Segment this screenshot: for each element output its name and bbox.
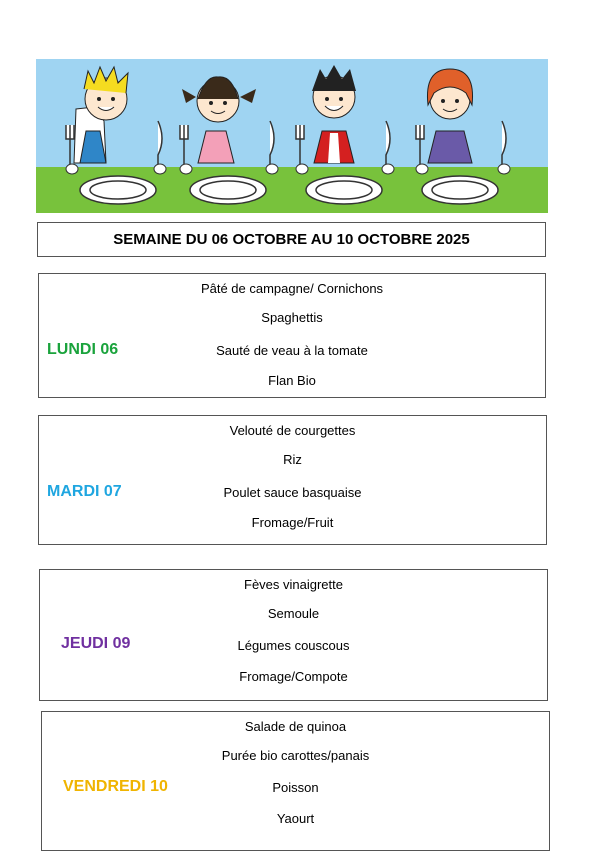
day-box-thursday	[39, 569, 548, 701]
day-label: JEUDI 09	[61, 635, 131, 652]
dish-starter: Pâté de campagne/ Cornichons	[200, 281, 384, 296]
day-label: LUNDI 06	[47, 341, 119, 358]
dish-dessert: Fromage/Compote	[239, 669, 348, 684]
dish-main: Poulet sauce basquaise	[223, 485, 362, 500]
day-label: VENDREDI 10	[63, 778, 168, 795]
dish-starter: Velouté de courgettes	[229, 423, 356, 438]
day-label: MARDI 07	[47, 483, 122, 500]
dish-starter: Fèves vinaigrette	[244, 577, 343, 592]
dish-dessert: Fromage/Fruit	[251, 515, 334, 530]
dish-main: Sauté de veau à la tomate	[216, 343, 368, 358]
kids-at-table-banner	[36, 59, 548, 213]
dish-main: Poisson	[272, 780, 319, 795]
dish-side: Purée bio carottes/panais	[221, 748, 370, 763]
day-box-monday	[38, 273, 546, 398]
dish-main: Légumes couscous	[237, 638, 350, 653]
day-box-friday	[41, 711, 550, 851]
dish-side: Riz	[283, 452, 302, 467]
dish-side: Semoule	[267, 606, 320, 621]
dish-side: Spaghettis	[261, 310, 323, 325]
dish-dessert: Flan Bio	[268, 373, 316, 388]
dish-dessert: Yaourt	[276, 811, 315, 826]
day-box-tuesday	[38, 415, 547, 545]
week-title: SEMAINE DU 06 OCTOBRE AU 10 OCTOBRE 2025	[37, 222, 546, 257]
dish-starter: Salade de quinoa	[244, 719, 347, 734]
